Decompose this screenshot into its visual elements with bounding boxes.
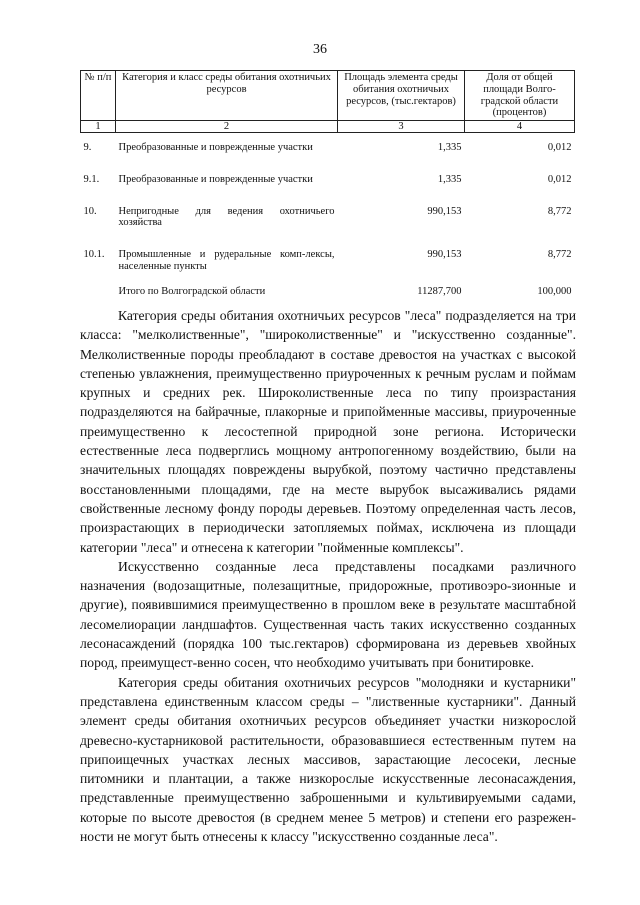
column-number: 3: [338, 121, 465, 133]
table-row: [81, 154, 575, 186]
column-number: 4: [465, 121, 575, 133]
header-share: Доля от общей площади Волго-градской области (процентов): [465, 71, 575, 121]
column-number: 1: [81, 121, 116, 133]
table-total-row: [81, 273, 575, 298]
table-row: [81, 229, 575, 273]
row-share: 8,772: [547, 249, 572, 261]
row-number: 10.: [83, 205, 97, 217]
header-area: Площадь элемента среды обитания охотничьих ресурсов, (тыс.гектаров): [338, 71, 465, 121]
row-share: 0,012: [547, 142, 572, 154]
table-row: [81, 186, 575, 230]
row-area: 1,335: [437, 173, 462, 185]
page-number: 36: [313, 42, 327, 57]
row-number: [81, 273, 116, 298]
row-share: 0,012: [547, 173, 572, 185]
row-number: 9.: [83, 142, 92, 154]
row-number: 10.1.: [83, 249, 105, 261]
total-share: 100,000: [537, 285, 572, 297]
row-share: 8,772: [547, 205, 572, 217]
header-number: № п/п: [81, 71, 116, 121]
body-text: [80, 306, 576, 846]
row-category: Непригодные для ведения охотничьего хозяйства: [118, 205, 335, 229]
header-category: Категория и класс среды обитания охотничьих ресурсов: [116, 71, 338, 121]
paragraph-artificial-forests: Искусственно созданные леса представлены посадками различного назначения (водозащитные, полезащитные, придорожные, противоэро-зионные и другие), появившимися преимущественно в прошлом веке в результате масштабной лесомелиорации ландшафтов. Существенная часть таких искусственно созданных лесонасаждений (порядка 100 тыс.гектаров) сформирована из деревьев хвойных пород, преимущест-венно сосен, что необходимо учитывать при бонитировке.: [80, 558, 576, 671]
total-label: Итого по Волгоградской области: [118, 285, 266, 297]
row-area: 990,153: [427, 205, 462, 217]
row-category: Преобразованные и поврежденные участки: [118, 173, 313, 185]
row-category: Промышленные и рудеральные комп-лексы, населенные пункты: [118, 249, 335, 272]
paragraph-shrubs: Категория среды обитания охотничьих ресурсов "молодняки и кустарники" представлена единственным классом среды – "лиственные кустарники". Данный элемент среды обитания охотничьих ресурсов объединяет участки низкорослой древесно-кустарниковой растительности, образовавшиеся естественным путем на припоищечных участках лесных массивов, зарастающие лесосеки, лесные питомники и плантации, а также низкорослые искусственные лесонасаждения, представленные преимущественно заброшенными и культивируемыми садами, которые по высоте древостоя (в среднем менее 5 метров) и степени его разрежен-ности не могут быть отнесены к классу "искусственно созданные леса".: [80, 674, 576, 845]
column-number: 2: [116, 121, 338, 133]
table-header-row: [81, 71, 575, 121]
row-area: 990,153: [427, 249, 462, 261]
habitat-table: [80, 70, 575, 297]
table-row: [81, 133, 575, 154]
column-numbers-row: [81, 121, 575, 133]
total-area: 11287,700: [417, 285, 462, 297]
row-area: 1,335: [437, 142, 462, 154]
row-category: Преобразованные и поврежденные участки: [118, 142, 313, 154]
paragraph-forests: Категория среды обитания охотничьих ресурсов "леса" подразделяется на три класса: "мелколиственные", "широколиственные" и "искусственно созданные". Мелколиственные породы преобладают в составе древостоя на участках с высокой степенью увлажнения, преимущественно приуроченных к речным руслам и поймам крупных и средних рек. Широколиственные леса по типу произрастания подразделяются на байрачные, плакорные и припойменные массивы, приуроченные преимущественно к лесостепной природной зоне региона. Исторически естественные леса подверглись мощному антропогенному воздействию, были на значительных площадях повреждены вырубкой, поэтому частично представлены восстановленными площадями, где на месте вырубок высаживались рядами свойственные лесному фонду породы деревьев. Поэтому определенная часть лесов, произрастающих в периодически затопляемых поймах, исключена из площади категории "леса" и отнесена к категории "пойменные комплексы".: [80, 308, 576, 555]
row-number: 9.1.: [83, 173, 100, 185]
